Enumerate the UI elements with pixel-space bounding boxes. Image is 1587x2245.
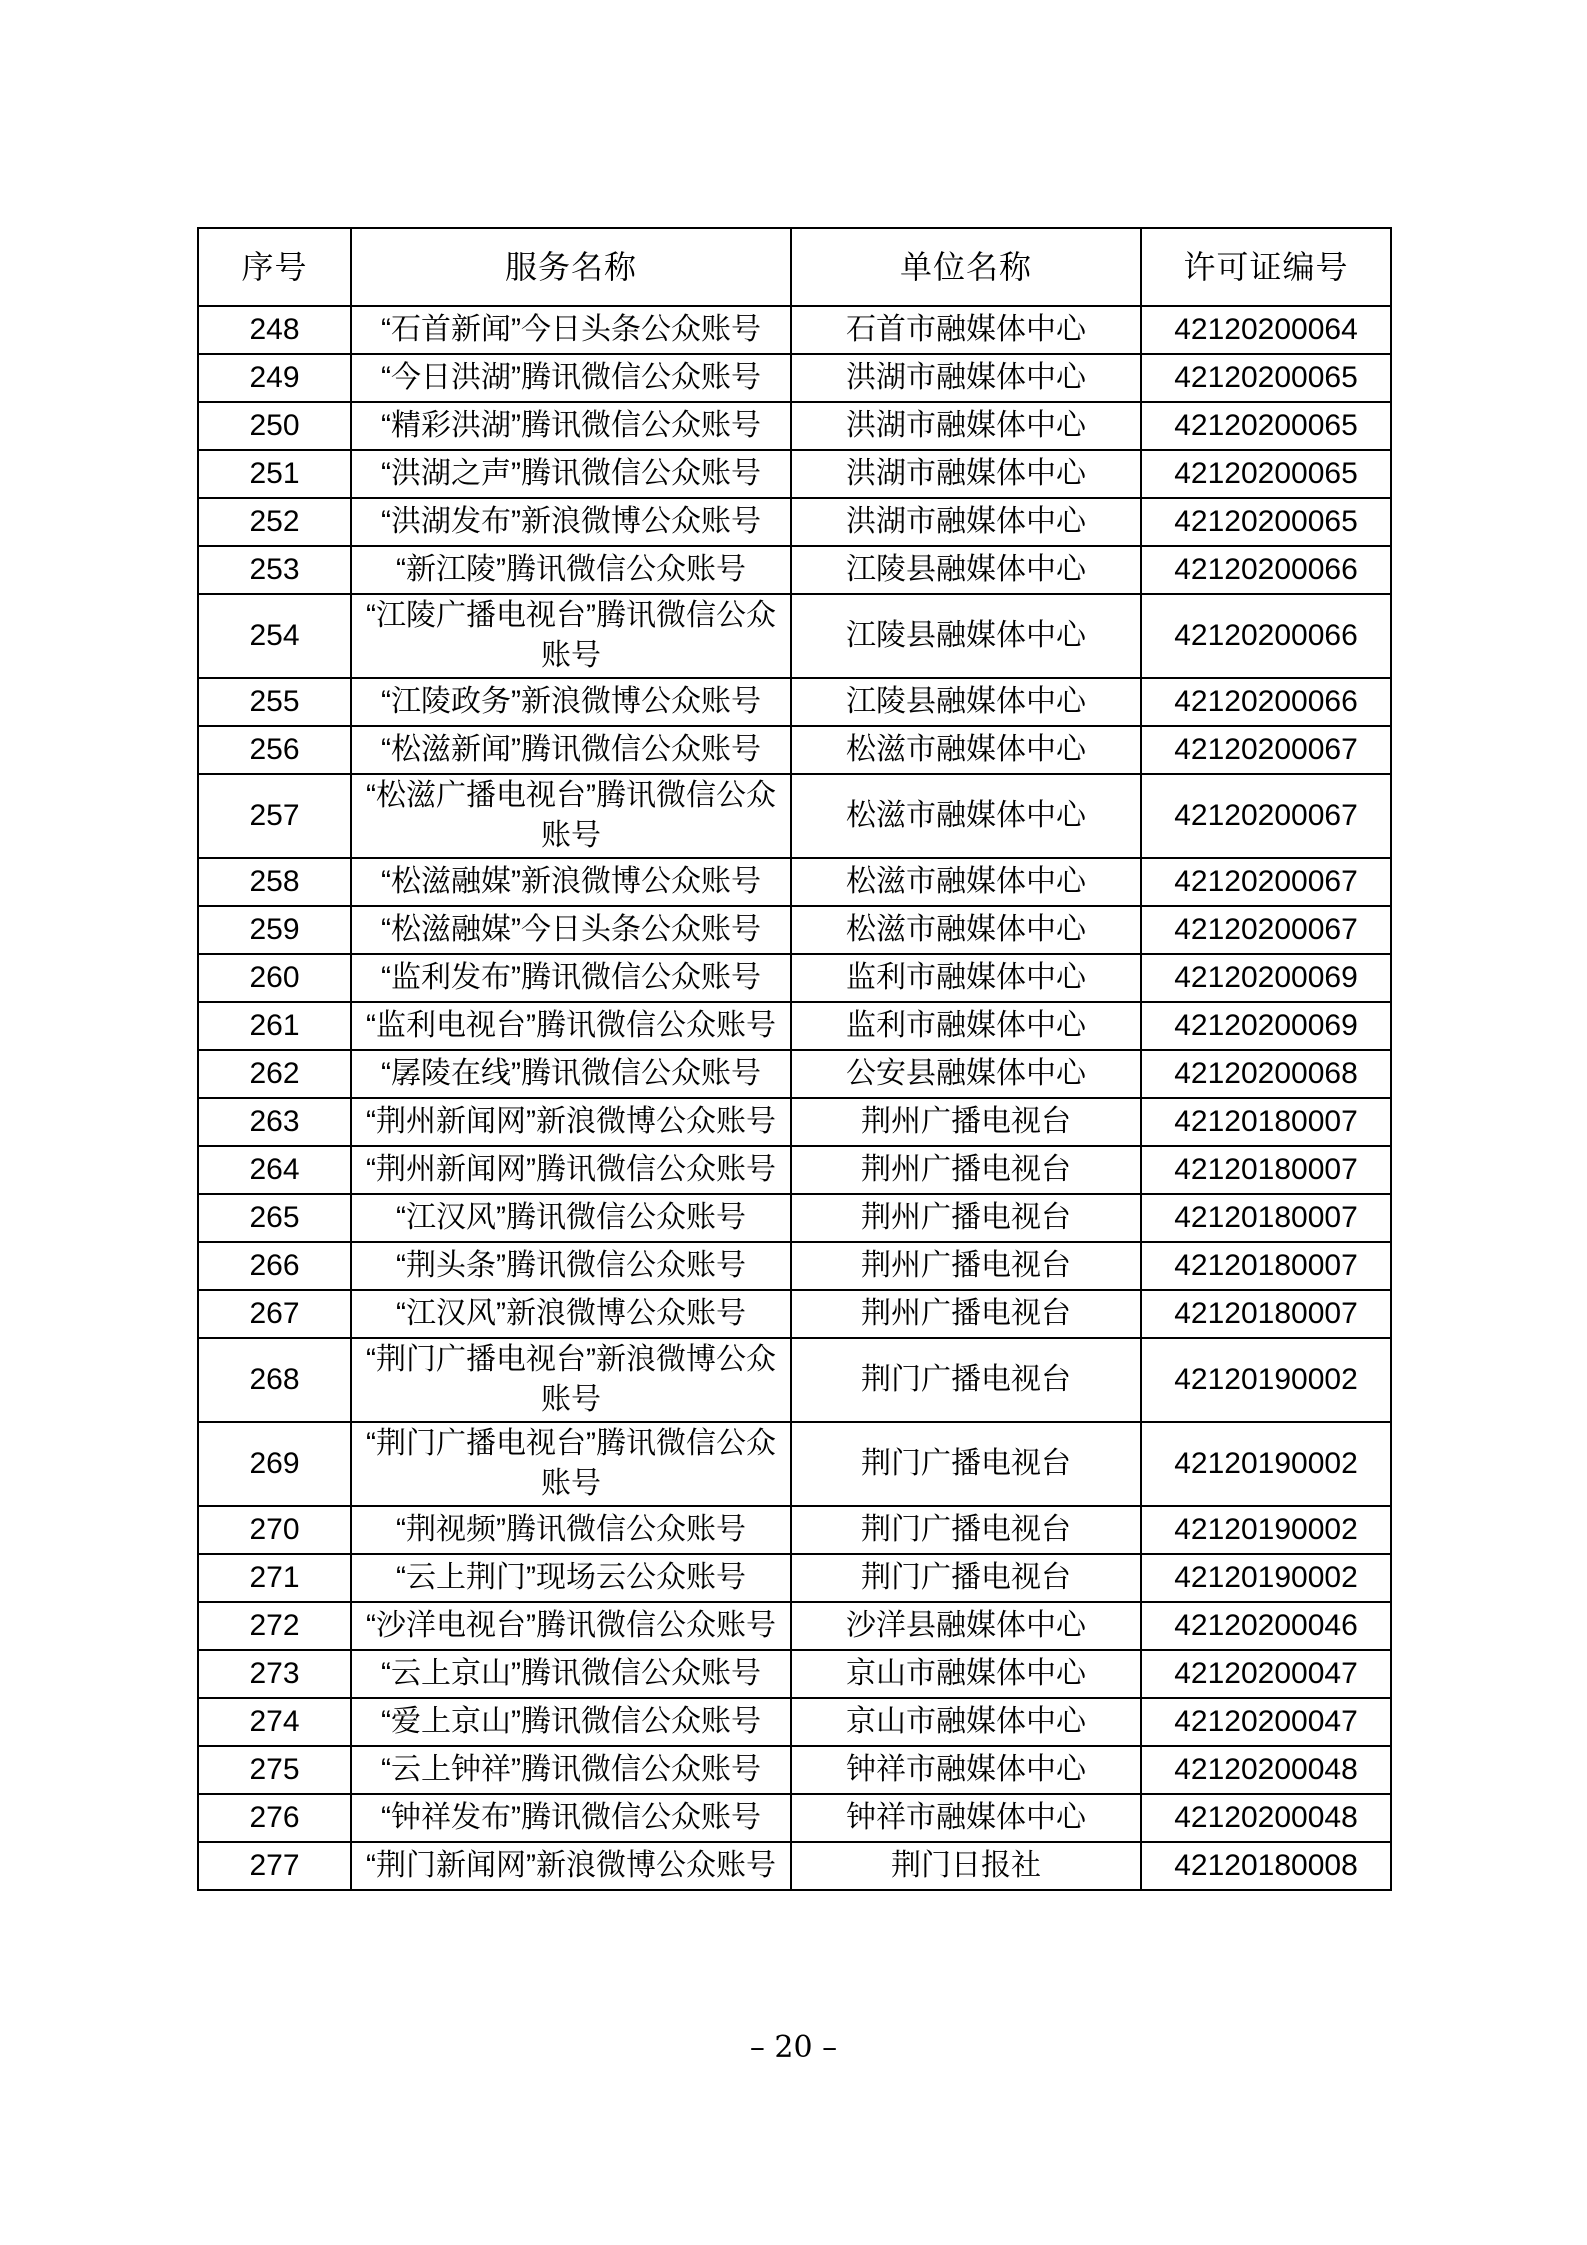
header-service-name: 服务名称: [351, 228, 791, 306]
table-row: [198, 1794, 1391, 1842]
cell-license-number: 42120200069: [1141, 954, 1391, 1002]
cell-service-name: “石首新闻”今日头条公众账号: [351, 306, 791, 354]
cell-service-name: “云上钟祥”腾讯微信公众账号: [351, 1746, 791, 1794]
cell-service-name: “监利电视台”腾讯微信公众账号: [351, 1002, 791, 1050]
header-license-number: 许可证编号: [1141, 228, 1391, 306]
cell-license-number: 42120200046: [1141, 1602, 1391, 1650]
cell-serial-number: 253: [198, 546, 351, 594]
cell-serial-number: 260: [198, 954, 351, 1002]
cell-license-number: 42120200065: [1141, 402, 1391, 450]
cell-unit-name: 江陵县融媒体中心: [791, 546, 1141, 594]
cell-unit-name: 荆门日报社: [791, 1842, 1141, 1890]
cell-license-number: 42120180007: [1141, 1098, 1391, 1146]
cell-serial-number: 250: [198, 402, 351, 450]
cell-service-name: “江陵广播电视台”腾讯微信公众账号: [351, 594, 791, 678]
table-row: [198, 774, 1391, 858]
cell-unit-name: 荆州广播电视台: [791, 1290, 1141, 1338]
cell-license-number: 42120200069: [1141, 1002, 1391, 1050]
cell-unit-name: 京山市融媒体中心: [791, 1650, 1141, 1698]
cell-license-number: 42120200068: [1141, 1050, 1391, 1098]
page-number: – 20 –: [749, 2030, 838, 2065]
table-row: [198, 1146, 1391, 1194]
cell-service-name: “荆头条”腾讯微信公众账号: [351, 1242, 791, 1290]
cell-license-number: 42120180008: [1141, 1842, 1391, 1890]
table-row: [198, 1098, 1391, 1146]
cell-service-name: “江汉风”腾讯微信公众账号: [351, 1194, 791, 1242]
cell-serial-number: 259: [198, 906, 351, 954]
table-body: [198, 306, 1391, 1890]
cell-license-number: 42120200048: [1141, 1794, 1391, 1842]
cell-unit-name: 江陵县融媒体中心: [791, 678, 1141, 726]
table-row: [198, 1422, 1391, 1506]
cell-serial-number: 277: [198, 1842, 351, 1890]
cell-service-name: “松滋融媒”今日头条公众账号: [351, 906, 791, 954]
cell-license-number: 42120200067: [1141, 858, 1391, 906]
cell-unit-name: 松滋市融媒体中心: [791, 906, 1141, 954]
cell-service-name: “精彩洪湖”腾讯微信公众账号: [351, 402, 791, 450]
cell-license-number: 42120200067: [1141, 774, 1391, 858]
cell-serial-number: 261: [198, 1002, 351, 1050]
table-row: [198, 1746, 1391, 1794]
cell-service-name: “松滋融媒”新浪微博公众账号: [351, 858, 791, 906]
cell-service-name: “云上荆门”现场云公众账号: [351, 1554, 791, 1602]
cell-serial-number: 270: [198, 1506, 351, 1554]
cell-service-name: “今日洪湖”腾讯微信公众账号: [351, 354, 791, 402]
cell-serial-number: 262: [198, 1050, 351, 1098]
cell-serial-number: 272: [198, 1602, 351, 1650]
cell-license-number: 42120180007: [1141, 1146, 1391, 1194]
cell-service-name: “监利发布”腾讯微信公众账号: [351, 954, 791, 1002]
table-header-row: [198, 228, 1391, 306]
table-row: [198, 1506, 1391, 1554]
table-row: [198, 1194, 1391, 1242]
cell-unit-name: 公安县融媒体中心: [791, 1050, 1141, 1098]
cell-serial-number: 257: [198, 774, 351, 858]
table-row: [198, 858, 1391, 906]
cell-serial-number: 267: [198, 1290, 351, 1338]
cell-license-number: 42120200047: [1141, 1650, 1391, 1698]
cell-unit-name: 钟祥市融媒体中心: [791, 1794, 1141, 1842]
cell-license-number: 42120180007: [1141, 1194, 1391, 1242]
cell-service-name: “荆门广播电视台”新浪微博公众账号: [351, 1338, 791, 1422]
cell-service-name: “荆门广播电视台”腾讯微信公众账号: [351, 1422, 791, 1506]
cell-serial-number: 275: [198, 1746, 351, 1794]
cell-service-name: “洪湖之声”腾讯微信公众账号: [351, 450, 791, 498]
cell-unit-name: 监利市融媒体中心: [791, 954, 1141, 1002]
table-row: [198, 906, 1391, 954]
cell-unit-name: 洪湖市融媒体中心: [791, 354, 1141, 402]
cell-serial-number: 248: [198, 306, 351, 354]
cell-service-name: “云上京山”腾讯微信公众账号: [351, 1650, 791, 1698]
cell-unit-name: 松滋市融媒体中心: [791, 774, 1141, 858]
cell-unit-name: 荆州广播电视台: [791, 1242, 1141, 1290]
cell-license-number: 42120200066: [1141, 594, 1391, 678]
cell-service-name: “荆州新闻网”新浪微博公众账号: [351, 1098, 791, 1146]
table-header: [198, 228, 1391, 306]
cell-unit-name: 荆州广播电视台: [791, 1098, 1141, 1146]
license-table: [197, 227, 1392, 1891]
cell-serial-number: 266: [198, 1242, 351, 1290]
cell-service-name: “钟祥发布”腾讯微信公众账号: [351, 1794, 791, 1842]
cell-unit-name: 沙洋县融媒体中心: [791, 1602, 1141, 1650]
cell-serial-number: 256: [198, 726, 351, 774]
cell-license-number: 42120190002: [1141, 1506, 1391, 1554]
table-row: [198, 1338, 1391, 1422]
cell-license-number: 42120190002: [1141, 1422, 1391, 1506]
table-row: [198, 1050, 1391, 1098]
cell-serial-number: 252: [198, 498, 351, 546]
cell-license-number: 42120180007: [1141, 1242, 1391, 1290]
table-row: [198, 1842, 1391, 1890]
cell-unit-name: 监利市融媒体中心: [791, 1002, 1141, 1050]
cell-service-name: “沙洋电视台”腾讯微信公众账号: [351, 1602, 791, 1650]
cell-unit-name: 洪湖市融媒体中心: [791, 450, 1141, 498]
cell-license-number: 42120200065: [1141, 498, 1391, 546]
table-row: [198, 354, 1391, 402]
cell-serial-number: 273: [198, 1650, 351, 1698]
cell-unit-name: 洪湖市融媒体中心: [791, 498, 1141, 546]
cell-serial-number: 255: [198, 678, 351, 726]
cell-unit-name: 荆门广播电视台: [791, 1554, 1141, 1602]
cell-service-name: “新江陵”腾讯微信公众账号: [351, 546, 791, 594]
cell-service-name: “荆州新闻网”腾讯微信公众账号: [351, 1146, 791, 1194]
header-unit-name: 单位名称: [791, 228, 1141, 306]
cell-unit-name: 荆州广播电视台: [791, 1146, 1141, 1194]
cell-service-name: “爱上京山”腾讯微信公众账号: [351, 1698, 791, 1746]
cell-license-number: 42120200067: [1141, 726, 1391, 774]
cell-serial-number: 274: [198, 1698, 351, 1746]
cell-serial-number: 254: [198, 594, 351, 678]
cell-serial-number: 264: [198, 1146, 351, 1194]
cell-license-number: 42120200066: [1141, 546, 1391, 594]
cell-serial-number: 263: [198, 1098, 351, 1146]
cell-serial-number: 271: [198, 1554, 351, 1602]
cell-serial-number: 269: [198, 1422, 351, 1506]
cell-unit-name: 江陵县融媒体中心: [791, 594, 1141, 678]
cell-unit-name: 京山市融媒体中心: [791, 1698, 1141, 1746]
table-row: [198, 546, 1391, 594]
cell-license-number: 42120200048: [1141, 1746, 1391, 1794]
table-row: [198, 1650, 1391, 1698]
cell-serial-number: 251: [198, 450, 351, 498]
table-row: [198, 450, 1391, 498]
cell-unit-name: 荆门广播电视台: [791, 1422, 1141, 1506]
cell-unit-name: 荆门广播电视台: [791, 1338, 1141, 1422]
table-row: [198, 306, 1391, 354]
cell-serial-number: 258: [198, 858, 351, 906]
cell-license-number: 42120200067: [1141, 906, 1391, 954]
cell-unit-name: 荆州广播电视台: [791, 1194, 1141, 1242]
table-row: [198, 1698, 1391, 1746]
table-row: [198, 726, 1391, 774]
cell-serial-number: 265: [198, 1194, 351, 1242]
cell-license-number: 42120200066: [1141, 678, 1391, 726]
table-row: [198, 402, 1391, 450]
cell-serial-number: 268: [198, 1338, 351, 1422]
cell-serial-number: 249: [198, 354, 351, 402]
cell-license-number: 42120180007: [1141, 1290, 1391, 1338]
table-row: [198, 678, 1391, 726]
cell-unit-name: 松滋市融媒体中心: [791, 726, 1141, 774]
cell-unit-name: 石首市融媒体中心: [791, 306, 1141, 354]
table-row: [198, 594, 1391, 678]
cell-unit-name: 洪湖市融媒体中心: [791, 402, 1141, 450]
cell-unit-name: 松滋市融媒体中心: [791, 858, 1141, 906]
header-serial-number: 序号: [198, 228, 351, 306]
cell-license-number: 42120200065: [1141, 354, 1391, 402]
table-row: [198, 1602, 1391, 1650]
cell-service-name: “荆门新闻网”新浪微博公众账号: [351, 1842, 791, 1890]
cell-service-name: “洪湖发布”新浪微博公众账号: [351, 498, 791, 546]
cell-unit-name: 钟祥市融媒体中心: [791, 1746, 1141, 1794]
table-row: [198, 1554, 1391, 1602]
cell-license-number: 42120190002: [1141, 1338, 1391, 1422]
cell-serial-number: 276: [198, 1794, 351, 1842]
cell-license-number: 42120190002: [1141, 1554, 1391, 1602]
table-row: [198, 954, 1391, 1002]
cell-service-name: “松滋新闻”腾讯微信公众账号: [351, 726, 791, 774]
cell-service-name: “荆视频”腾讯微信公众账号: [351, 1506, 791, 1554]
cell-service-name: “松滋广播电视台”腾讯微信公众账号: [351, 774, 791, 858]
cell-service-name: “江汉风”新浪微博公众账号: [351, 1290, 791, 1338]
table-row: [198, 1290, 1391, 1338]
cell-license-number: 42120200065: [1141, 450, 1391, 498]
table-row: [198, 498, 1391, 546]
cell-license-number: 42120200047: [1141, 1698, 1391, 1746]
cell-service-name: “江陵政务”新浪微博公众账号: [351, 678, 791, 726]
cell-unit-name: 荆门广播电视台: [791, 1506, 1141, 1554]
cell-license-number: 42120200064: [1141, 306, 1391, 354]
table-row: [198, 1242, 1391, 1290]
table-row: [198, 1002, 1391, 1050]
cell-service-name: “孱陵在线”腾讯微信公众账号: [351, 1050, 791, 1098]
